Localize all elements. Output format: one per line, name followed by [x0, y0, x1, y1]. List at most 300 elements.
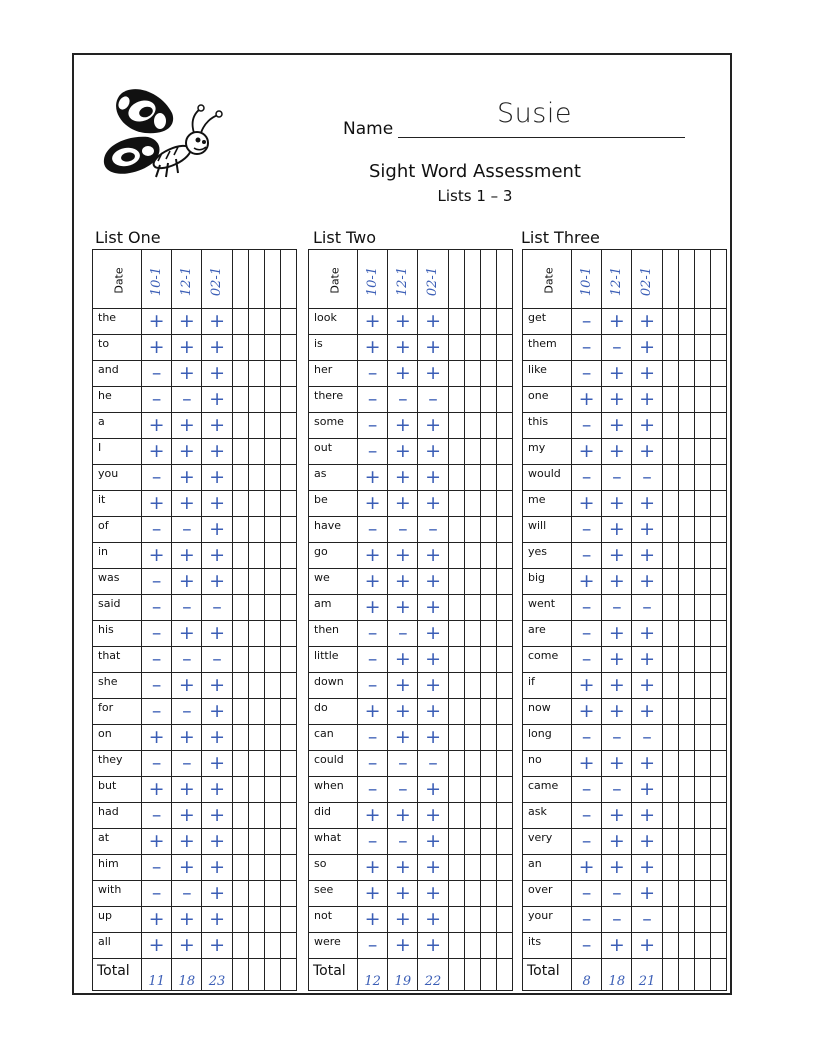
empty-cell[interactable] [232, 595, 248, 621]
empty-cell[interactable] [264, 387, 280, 413]
empty-cell[interactable] [710, 250, 726, 309]
empty-cell[interactable] [480, 361, 496, 387]
empty-cell[interactable] [496, 725, 512, 751]
date-cell[interactable] [358, 250, 388, 309]
empty-cell[interactable] [480, 725, 496, 751]
empty-cell[interactable] [710, 699, 726, 725]
empty-cell[interactable] [280, 829, 296, 855]
empty-cell[interactable] [710, 673, 726, 699]
mark-cell[interactable]: – [572, 647, 602, 673]
empty-cell[interactable] [480, 621, 496, 647]
empty-cell[interactable] [496, 569, 512, 595]
empty-cell[interactable] [694, 543, 710, 569]
mark-cell[interactable]: + [388, 595, 418, 621]
empty-cell[interactable] [248, 751, 264, 777]
empty-cell[interactable] [464, 777, 480, 803]
empty-cell[interactable] [694, 595, 710, 621]
empty-cell[interactable] [480, 595, 496, 621]
mark-cell[interactable]: + [202, 491, 232, 517]
mark-cell[interactable]: + [632, 309, 662, 335]
empty-cell[interactable] [662, 829, 678, 855]
mark-cell[interactable]: + [202, 465, 232, 491]
empty-cell[interactable] [464, 621, 480, 647]
mark-cell[interactable]: + [172, 569, 202, 595]
empty-cell[interactable] [280, 647, 296, 673]
mark-cell[interactable]: + [202, 517, 232, 543]
mark-cell[interactable]: – [418, 751, 448, 777]
empty-cell[interactable] [464, 803, 480, 829]
empty-cell[interactable] [694, 647, 710, 673]
empty-cell[interactable] [248, 829, 264, 855]
empty-cell[interactable] [448, 439, 464, 465]
mark-cell[interactable]: + [202, 907, 232, 933]
empty-cell[interactable] [280, 361, 296, 387]
mark-cell[interactable]: – [142, 569, 172, 595]
empty-cell[interactable] [662, 751, 678, 777]
empty-cell[interactable] [678, 413, 694, 439]
mark-cell[interactable]: – [142, 387, 172, 413]
mark-cell[interactable]: – [358, 673, 388, 699]
mark-cell[interactable]: + [172, 335, 202, 361]
empty-cell[interactable] [694, 933, 710, 959]
empty-cell[interactable] [496, 855, 512, 881]
empty-cell[interactable] [662, 543, 678, 569]
empty-cell[interactable] [232, 699, 248, 725]
mark-cell[interactable]: + [632, 803, 662, 829]
empty-cell[interactable] [710, 465, 726, 491]
empty-cell[interactable] [496, 543, 512, 569]
empty-cell[interactable] [464, 829, 480, 855]
mark-cell[interactable]: + [202, 803, 232, 829]
mark-cell[interactable]: – [142, 595, 172, 621]
empty-cell[interactable] [694, 803, 710, 829]
empty-cell[interactable] [694, 725, 710, 751]
mark-cell[interactable]: + [358, 491, 388, 517]
empty-cell[interactable] [678, 699, 694, 725]
total-value[interactable]: 8 [572, 959, 602, 991]
mark-cell[interactable]: + [172, 361, 202, 387]
empty-cell[interactable] [464, 751, 480, 777]
empty-cell[interactable] [710, 959, 726, 991]
mark-cell[interactable]: + [388, 647, 418, 673]
empty-cell[interactable] [496, 387, 512, 413]
mark-cell[interactable]: + [142, 413, 172, 439]
empty-cell[interactable] [710, 491, 726, 517]
mark-cell[interactable]: + [418, 933, 448, 959]
mark-cell[interactable]: + [418, 673, 448, 699]
empty-cell[interactable] [480, 491, 496, 517]
mark-cell[interactable]: – [358, 361, 388, 387]
mark-cell[interactable]: + [418, 439, 448, 465]
empty-cell[interactable] [710, 387, 726, 413]
mark-cell[interactable]: – [602, 465, 632, 491]
empty-cell[interactable] [662, 855, 678, 881]
empty-cell[interactable] [264, 959, 280, 991]
empty-cell[interactable] [710, 517, 726, 543]
mark-cell[interactable]: – [602, 335, 632, 361]
mark-cell[interactable]: + [172, 491, 202, 517]
empty-cell[interactable] [248, 907, 264, 933]
mark-cell[interactable]: + [202, 309, 232, 335]
mark-cell[interactable]: + [388, 881, 418, 907]
empty-cell[interactable] [464, 647, 480, 673]
date-cell[interactable] [172, 250, 202, 309]
mark-cell[interactable]: + [632, 881, 662, 907]
empty-cell[interactable] [448, 361, 464, 387]
empty-cell[interactable] [280, 465, 296, 491]
empty-cell[interactable] [694, 465, 710, 491]
mark-cell[interactable]: – [572, 803, 602, 829]
empty-cell[interactable] [496, 361, 512, 387]
empty-cell[interactable] [448, 465, 464, 491]
empty-cell[interactable] [480, 413, 496, 439]
total-value[interactable]: 21 [632, 959, 662, 991]
empty-cell[interactable] [232, 933, 248, 959]
mark-cell[interactable]: + [632, 335, 662, 361]
empty-cell[interactable] [248, 569, 264, 595]
empty-cell[interactable] [694, 387, 710, 413]
mark-cell[interactable]: – [358, 751, 388, 777]
mark-cell[interactable]: + [202, 751, 232, 777]
empty-cell[interactable] [248, 803, 264, 829]
empty-cell[interactable] [464, 517, 480, 543]
empty-cell[interactable] [480, 439, 496, 465]
empty-cell[interactable] [464, 881, 480, 907]
mark-cell[interactable]: + [388, 309, 418, 335]
mark-cell[interactable]: + [602, 647, 632, 673]
empty-cell[interactable] [264, 439, 280, 465]
empty-cell[interactable] [264, 673, 280, 699]
empty-cell[interactable] [280, 673, 296, 699]
mark-cell[interactable]: – [602, 777, 632, 803]
empty-cell[interactable] [710, 361, 726, 387]
empty-cell[interactable] [232, 855, 248, 881]
empty-cell[interactable] [496, 647, 512, 673]
mark-cell[interactable]: – [632, 595, 662, 621]
mark-cell[interactable]: + [388, 725, 418, 751]
empty-cell[interactable] [448, 250, 464, 309]
mark-cell[interactable]: – [358, 647, 388, 673]
mark-cell[interactable]: + [202, 881, 232, 907]
mark-cell[interactable]: + [572, 387, 602, 413]
mark-cell[interactable]: – [202, 647, 232, 673]
empty-cell[interactable] [694, 673, 710, 699]
empty-cell[interactable] [248, 647, 264, 673]
empty-cell[interactable] [694, 751, 710, 777]
empty-cell[interactable] [678, 855, 694, 881]
empty-cell[interactable] [496, 621, 512, 647]
mark-cell[interactable]: + [418, 335, 448, 361]
empty-cell[interactable] [248, 361, 264, 387]
student-name[interactable]: Susie [497, 98, 572, 129]
mark-cell[interactable]: – [142, 647, 172, 673]
mark-cell[interactable]: + [202, 543, 232, 569]
mark-cell[interactable]: – [172, 699, 202, 725]
total-value[interactable]: 11 [142, 959, 172, 991]
mark-cell[interactable]: – [202, 595, 232, 621]
mark-cell[interactable]: – [602, 907, 632, 933]
empty-cell[interactable] [480, 309, 496, 335]
empty-cell[interactable] [264, 881, 280, 907]
empty-cell[interactable] [694, 621, 710, 647]
empty-cell[interactable] [464, 309, 480, 335]
empty-cell[interactable] [448, 959, 464, 991]
empty-cell[interactable] [232, 725, 248, 751]
empty-cell[interactable] [464, 491, 480, 517]
mark-cell[interactable]: + [632, 777, 662, 803]
mark-cell[interactable]: + [418, 491, 448, 517]
mark-cell[interactable]: + [358, 907, 388, 933]
mark-cell[interactable]: – [418, 387, 448, 413]
mark-cell[interactable]: + [632, 387, 662, 413]
empty-cell[interactable] [448, 673, 464, 699]
empty-cell[interactable] [448, 933, 464, 959]
mark-cell[interactable]: – [632, 725, 662, 751]
mark-cell[interactable]: + [632, 517, 662, 543]
empty-cell[interactable] [448, 777, 464, 803]
mark-cell[interactable]: – [388, 387, 418, 413]
mark-cell[interactable]: + [572, 491, 602, 517]
empty-cell[interactable] [264, 933, 280, 959]
mark-cell[interactable]: – [388, 751, 418, 777]
empty-cell[interactable] [480, 335, 496, 361]
mark-cell[interactable]: – [142, 621, 172, 647]
empty-cell[interactable] [264, 250, 280, 309]
empty-cell[interactable] [264, 725, 280, 751]
empty-cell[interactable] [678, 439, 694, 465]
empty-cell[interactable] [678, 465, 694, 491]
mark-cell[interactable]: + [202, 439, 232, 465]
mark-cell[interactable]: + [602, 829, 632, 855]
mark-cell[interactable]: – [172, 751, 202, 777]
empty-cell[interactable] [264, 491, 280, 517]
empty-cell[interactable] [662, 413, 678, 439]
empty-cell[interactable] [264, 543, 280, 569]
empty-cell[interactable] [710, 569, 726, 595]
empty-cell[interactable] [694, 361, 710, 387]
empty-cell[interactable] [662, 699, 678, 725]
empty-cell[interactable] [232, 465, 248, 491]
empty-cell[interactable] [678, 517, 694, 543]
mark-cell[interactable]: + [172, 855, 202, 881]
mark-cell[interactable]: + [632, 647, 662, 673]
empty-cell[interactable] [264, 751, 280, 777]
empty-cell[interactable] [662, 439, 678, 465]
mark-cell[interactable]: – [388, 517, 418, 543]
empty-cell[interactable] [232, 491, 248, 517]
empty-cell[interactable] [694, 569, 710, 595]
mark-cell[interactable]: – [572, 595, 602, 621]
mark-cell[interactable]: + [632, 855, 662, 881]
mark-cell[interactable]: + [602, 855, 632, 881]
mark-cell[interactable]: + [388, 933, 418, 959]
mark-cell[interactable]: + [632, 621, 662, 647]
empty-cell[interactable] [280, 517, 296, 543]
mark-cell[interactable]: – [572, 725, 602, 751]
date-cell[interactable] [388, 250, 418, 309]
empty-cell[interactable] [678, 803, 694, 829]
mark-cell[interactable]: + [602, 673, 632, 699]
mark-cell[interactable]: + [358, 309, 388, 335]
empty-cell[interactable] [480, 933, 496, 959]
mark-cell[interactable]: – [358, 933, 388, 959]
empty-cell[interactable] [232, 777, 248, 803]
empty-cell[interactable] [464, 725, 480, 751]
empty-cell[interactable] [710, 907, 726, 933]
mark-cell[interactable]: + [602, 933, 632, 959]
empty-cell[interactable] [710, 621, 726, 647]
empty-cell[interactable] [280, 725, 296, 751]
empty-cell[interactable] [694, 855, 710, 881]
mark-cell[interactable]: – [632, 465, 662, 491]
mark-cell[interactable]: + [358, 855, 388, 881]
empty-cell[interactable] [710, 335, 726, 361]
empty-cell[interactable] [280, 543, 296, 569]
empty-cell[interactable] [662, 569, 678, 595]
mark-cell[interactable]: + [172, 803, 202, 829]
mark-cell[interactable]: – [172, 517, 202, 543]
mark-cell[interactable]: + [388, 569, 418, 595]
mark-cell[interactable]: + [202, 569, 232, 595]
mark-cell[interactable]: + [358, 335, 388, 361]
empty-cell[interactable] [248, 309, 264, 335]
mark-cell[interactable]: + [632, 933, 662, 959]
mark-cell[interactable]: + [388, 699, 418, 725]
mark-cell[interactable]: – [572, 907, 602, 933]
mark-cell[interactable]: + [388, 907, 418, 933]
empty-cell[interactable] [448, 855, 464, 881]
empty-cell[interactable] [264, 647, 280, 673]
empty-cell[interactable] [280, 335, 296, 361]
date-cell[interactable] [632, 250, 662, 309]
empty-cell[interactable] [678, 959, 694, 991]
empty-cell[interactable] [480, 751, 496, 777]
mark-cell[interactable]: + [602, 491, 632, 517]
mark-cell[interactable]: – [388, 777, 418, 803]
empty-cell[interactable] [496, 595, 512, 621]
empty-cell[interactable] [448, 517, 464, 543]
total-value[interactable]: 19 [388, 959, 418, 991]
mark-cell[interactable]: + [572, 673, 602, 699]
empty-cell[interactable] [496, 335, 512, 361]
empty-cell[interactable] [264, 803, 280, 829]
mark-cell[interactable]: + [602, 517, 632, 543]
empty-cell[interactable] [678, 725, 694, 751]
empty-cell[interactable] [496, 465, 512, 491]
mark-cell[interactable]: + [172, 673, 202, 699]
empty-cell[interactable] [678, 491, 694, 517]
mark-cell[interactable]: + [202, 335, 232, 361]
empty-cell[interactable] [464, 250, 480, 309]
empty-cell[interactable] [448, 491, 464, 517]
mark-cell[interactable]: + [418, 725, 448, 751]
empty-cell[interactable] [678, 250, 694, 309]
empty-cell[interactable] [464, 699, 480, 725]
empty-cell[interactable] [448, 881, 464, 907]
empty-cell[interactable] [232, 543, 248, 569]
empty-cell[interactable] [264, 335, 280, 361]
mark-cell[interactable]: + [418, 881, 448, 907]
mark-cell[interactable]: – [358, 829, 388, 855]
mark-cell[interactable]: – [172, 881, 202, 907]
empty-cell[interactable] [662, 777, 678, 803]
mark-cell[interactable]: – [572, 933, 602, 959]
empty-cell[interactable] [248, 933, 264, 959]
mark-cell[interactable]: + [602, 569, 632, 595]
empty-cell[interactable] [232, 335, 248, 361]
empty-cell[interactable] [710, 855, 726, 881]
empty-cell[interactable] [662, 465, 678, 491]
mark-cell[interactable]: + [572, 699, 602, 725]
empty-cell[interactable] [448, 647, 464, 673]
mark-cell[interactable]: + [418, 595, 448, 621]
mark-cell[interactable]: + [142, 829, 172, 855]
empty-cell[interactable] [694, 699, 710, 725]
mark-cell[interactable]: + [632, 439, 662, 465]
mark-cell[interactable]: + [142, 777, 172, 803]
empty-cell[interactable] [280, 387, 296, 413]
mark-cell[interactable]: – [142, 699, 172, 725]
empty-cell[interactable] [710, 725, 726, 751]
empty-cell[interactable] [448, 595, 464, 621]
empty-cell[interactable] [710, 309, 726, 335]
mark-cell[interactable]: + [202, 361, 232, 387]
empty-cell[interactable] [496, 881, 512, 907]
mark-cell[interactable]: – [142, 465, 172, 491]
mark-cell[interactable]: + [202, 933, 232, 959]
empty-cell[interactable] [464, 335, 480, 361]
empty-cell[interactable] [710, 413, 726, 439]
total-value[interactable]: 18 [602, 959, 632, 991]
mark-cell[interactable]: – [572, 777, 602, 803]
empty-cell[interactable] [662, 803, 678, 829]
mark-cell[interactable]: + [602, 621, 632, 647]
mark-cell[interactable]: – [172, 595, 202, 621]
empty-cell[interactable] [678, 829, 694, 855]
empty-cell[interactable] [448, 543, 464, 569]
mark-cell[interactable]: + [388, 335, 418, 361]
mark-cell[interactable]: + [202, 621, 232, 647]
empty-cell[interactable] [464, 907, 480, 933]
empty-cell[interactable] [232, 309, 248, 335]
empty-cell[interactable] [480, 881, 496, 907]
empty-cell[interactable] [448, 803, 464, 829]
empty-cell[interactable] [694, 517, 710, 543]
mark-cell[interactable]: + [388, 543, 418, 569]
empty-cell[interactable] [464, 361, 480, 387]
empty-cell[interactable] [264, 517, 280, 543]
empty-cell[interactable] [264, 309, 280, 335]
empty-cell[interactable] [662, 959, 678, 991]
empty-cell[interactable] [232, 517, 248, 543]
mark-cell[interactable]: – [358, 777, 388, 803]
empty-cell[interactable] [678, 387, 694, 413]
empty-cell[interactable] [678, 751, 694, 777]
mark-cell[interactable]: + [358, 881, 388, 907]
mark-cell[interactable]: + [358, 803, 388, 829]
mark-cell[interactable]: + [632, 413, 662, 439]
empty-cell[interactable] [480, 465, 496, 491]
mark-cell[interactable]: – [572, 517, 602, 543]
empty-cell[interactable] [280, 699, 296, 725]
empty-cell[interactable] [248, 855, 264, 881]
empty-cell[interactable] [248, 543, 264, 569]
mark-cell[interactable]: – [358, 725, 388, 751]
date-cell[interactable] [202, 250, 232, 309]
empty-cell[interactable] [248, 465, 264, 491]
mark-cell[interactable]: + [418, 621, 448, 647]
empty-cell[interactable] [248, 777, 264, 803]
